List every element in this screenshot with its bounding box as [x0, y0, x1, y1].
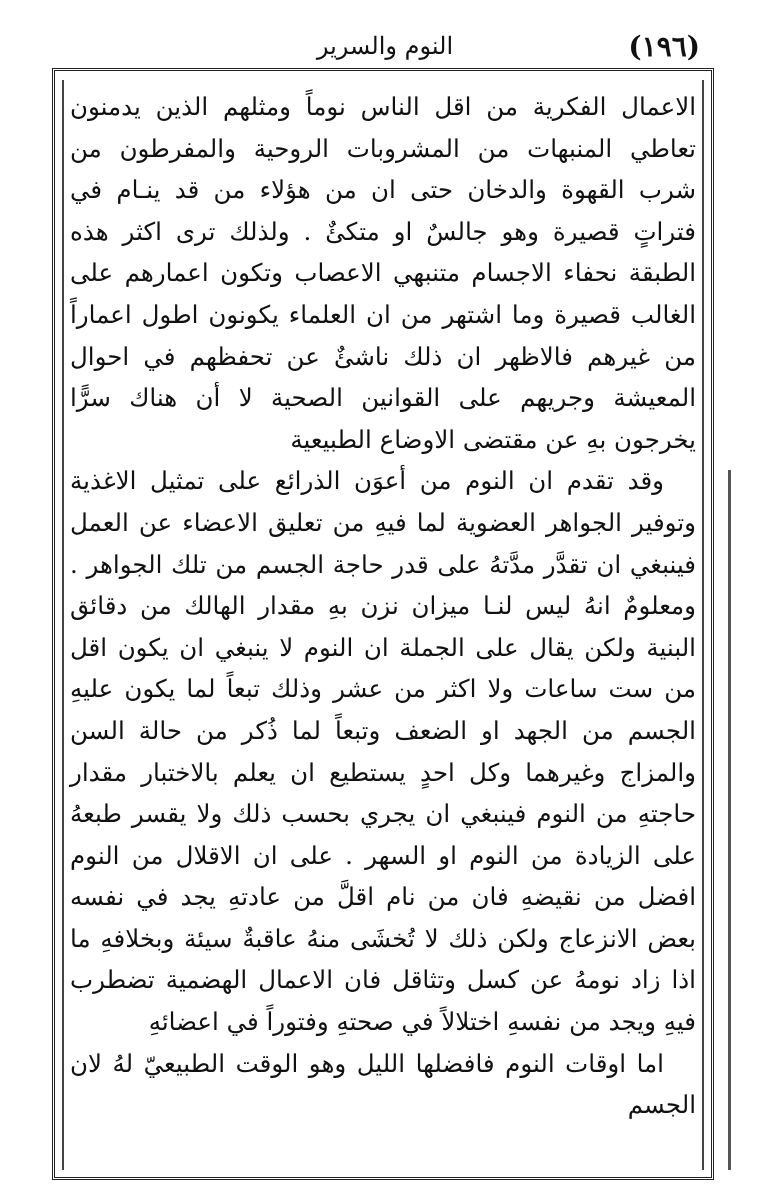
- page-header: [60, 28, 710, 68]
- paragraph-2: وقد تقدم ان النوم من أعوَن الذرائع على تمثيل الاغذية وتوفير الجواهر العضوية لما فيهِ من تعليق الاعضاء عن العمل فينبغي ان تقدَّر مدَّتهُ على قدر حاجة الجسم من تلك الجواهر . ومعلومٌ انهُ ليس لنـا ميزان نزن بهِ مقدار الهالك من دقائق البنية ولكن يقال على الجملة ان النوم لا ينبغي ان يكون اقل من ست ساعات ولا اكثر من عشر وذلك تبعاً لما يكون عليهِ الجسم من الجهد او الضعف وتبعاً لما ذُكر من حالة السن والمزاج وغيرهما وكل احدٍ يستطيع ان يعلم بالاختبار مقدار حاجتهِ من النوم فينبغي ان يجري بحسب ذلك ولا يقسر طبعهُ على الزيادة من النوم او السهر . على ان الاقلال من النوم افضل من نقيضهِ فان من نام اقلَّ من عادتهِ يجد في نفسه بعض الانزعاج ولكن ذلك لا تُخشَى منهُ عاقبةٌ سيئة وبخلافهِ ما اذا زاد نومهُ عن كسل وتثاقل فان الاعمال الهضمية تضطرب فيهِ ويجد من نفسهِ اختلالاً في صحتهِ وفتوراً في اعضائهِ: [70, 466, 696, 1037]
- body-text: [70, 86, 696, 1126]
- running-title: النوم والسرير: [316, 32, 454, 60]
- binding-edge-line: [728, 470, 731, 1170]
- page-number: (١٩٦): [628, 30, 700, 63]
- paragraph-3: اما اوقات النوم فافضلها الليل وهو الوقت الطبيعيّ لهُ لان الجسم: [70, 1048, 696, 1120]
- paragraph-1: الاعمال الفكرية من اقل الناس نوماً ومثلهم الذين يدمنون تعاطي المنبهات من المشروبات الروحية والمفرطون من شرب القهوة والدخان حتى ان من هؤلاء من قد ينـام في فتراتٍ قصيرة وهو جالسٌ او متكئٌ . ولذلك ترى اكثر هذه الطبقة نحفاء الاجسام متنبهي الاعصاب وتكون اعمارهم على الغالب قصيرة وما اشتهر من ان العلماء يكونون اطول اعماراً من غيرهم فالاظهر ان ذلك ناشئٌ عن تحفظهم في احوال المعيشة وجريهم على القوانين الصحية لا أن هناك سرًّا يخرجون بهِ عن مقتضى الاوضاع الطبيعية: [70, 92, 696, 454]
